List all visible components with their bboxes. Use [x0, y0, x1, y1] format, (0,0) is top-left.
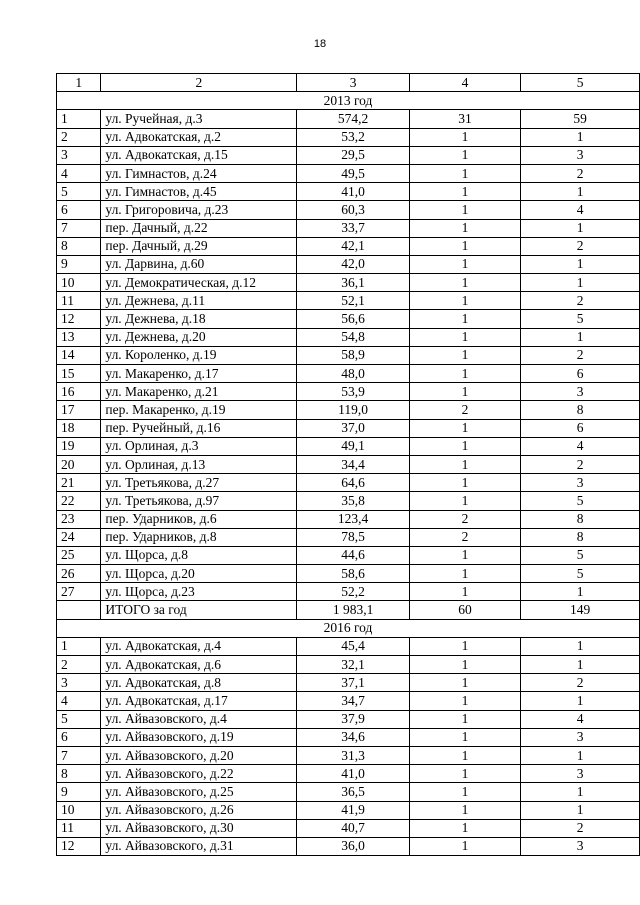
address-cell: ул. Щорса, д.8 — [101, 546, 297, 564]
table-body — [57, 74, 640, 856]
address-cell: ул. Орлиная, д.13 — [101, 455, 297, 473]
area-cell: 58,9 — [297, 346, 409, 364]
count-cell: 1 — [409, 310, 521, 328]
count-cell: 1 — [409, 383, 521, 401]
area-cell: 37,9 — [297, 710, 409, 728]
count-cell: 1 — [409, 201, 521, 219]
area-cell: 33,7 — [297, 219, 409, 237]
count-cell: 1 — [409, 437, 521, 455]
row-index-cell: 21 — [57, 474, 101, 492]
row-index-cell: 6 — [57, 728, 101, 746]
address-cell: пер. Макаренко, д.19 — [101, 401, 297, 419]
count-cell: 1 — [409, 237, 521, 255]
address-cell: ул. Третьякова, д.27 — [101, 474, 297, 492]
area-cell: 56,6 — [297, 310, 409, 328]
residents-cell: 1 — [521, 656, 640, 674]
row-index-cell: 15 — [57, 365, 101, 383]
address-cell: ул. Адвокатская, д.6 — [101, 656, 297, 674]
page-number: 18 — [313, 38, 327, 50]
residents-cell: 1 — [521, 692, 640, 710]
residents-cell: 2 — [521, 819, 640, 837]
row-index-cell: 4 — [57, 164, 101, 182]
table-row — [57, 383, 640, 401]
address-cell: пер. Дачный, д.29 — [101, 237, 297, 255]
address-cell: ул. Макаренко, д.17 — [101, 365, 297, 383]
residents-cell: 1 — [521, 637, 640, 655]
area-cell: 37,1 — [297, 674, 409, 692]
total-label-cell: ИТОГО за год — [101, 601, 297, 619]
area-cell: 60,3 — [297, 201, 409, 219]
row-index-cell: 26 — [57, 565, 101, 583]
address-cell: ул. Дежнева, д.20 — [101, 328, 297, 346]
row-index-cell: 23 — [57, 510, 101, 528]
address-cell: ул. Короленко, д.19 — [101, 346, 297, 364]
count-cell: 2 — [409, 510, 521, 528]
table-row — [57, 437, 640, 455]
housing-table — [56, 73, 640, 856]
count-cell: 1 — [409, 746, 521, 764]
table-row — [57, 837, 640, 855]
area-cell: 119,0 — [297, 401, 409, 419]
table-row — [57, 274, 640, 292]
residents-cell: 4 — [521, 201, 640, 219]
area-cell: 49,5 — [297, 164, 409, 182]
area-cell: 53,2 — [297, 128, 409, 146]
table-row — [57, 237, 640, 255]
table-row — [57, 255, 640, 273]
row-index-cell: 9 — [57, 255, 101, 273]
residents-cell: 1 — [521, 274, 640, 292]
count-cell: 1 — [409, 164, 521, 182]
residents-cell: 2 — [521, 674, 640, 692]
residents-cell: 3 — [521, 837, 640, 855]
residents-cell: 1 — [521, 583, 640, 601]
area-cell: 29,5 — [297, 146, 409, 164]
row-index-cell: 7 — [57, 219, 101, 237]
residents-cell: 1 — [521, 746, 640, 764]
residents-cell: 2 — [521, 164, 640, 182]
total-count-cell: 60 — [409, 601, 521, 619]
residents-cell: 8 — [521, 528, 640, 546]
row-index-cell: 12 — [57, 310, 101, 328]
area-cell: 53,9 — [297, 383, 409, 401]
residents-cell: 4 — [521, 437, 640, 455]
residents-cell: 1 — [521, 783, 640, 801]
table-row — [57, 183, 640, 201]
count-cell: 1 — [409, 183, 521, 201]
address-cell: ул. Демократическая, д.12 — [101, 274, 297, 292]
count-cell: 2 — [409, 401, 521, 419]
residents-cell: 3 — [521, 146, 640, 164]
total-row — [57, 601, 640, 619]
count-cell: 1 — [409, 492, 521, 510]
count-cell: 1 — [409, 128, 521, 146]
table-row — [57, 201, 640, 219]
address-cell: ул. Айвазовского, д.20 — [101, 746, 297, 764]
table-row — [57, 365, 640, 383]
residents-cell: 2 — [521, 237, 640, 255]
count-cell: 1 — [409, 819, 521, 837]
residents-cell: 3 — [521, 383, 640, 401]
count-cell: 1 — [409, 146, 521, 164]
residents-cell: 2 — [521, 346, 640, 364]
area-cell: 49,1 — [297, 437, 409, 455]
total-area-cell: 1 983,1 — [297, 601, 409, 619]
area-cell: 78,5 — [297, 528, 409, 546]
count-cell: 1 — [409, 474, 521, 492]
count-cell: 1 — [409, 546, 521, 564]
residents-cell: 1 — [521, 183, 640, 201]
year-section-header — [57, 92, 640, 110]
residents-cell: 1 — [521, 255, 640, 273]
area-cell: 64,6 — [297, 474, 409, 492]
table-row — [57, 419, 640, 437]
address-cell: ул. Адвокатская, д.4 — [101, 637, 297, 655]
address-cell: ул. Дежнева, д.11 — [101, 292, 297, 310]
table-row — [57, 656, 640, 674]
address-cell: ул. Дарвина, д.60 — [101, 255, 297, 273]
address-cell: ул. Дежнева, д.18 — [101, 310, 297, 328]
row-index-cell: 8 — [57, 765, 101, 783]
table-row — [57, 474, 640, 492]
count-cell: 1 — [409, 728, 521, 746]
row-index-cell: 2 — [57, 656, 101, 674]
row-index-cell: 27 — [57, 583, 101, 601]
row-index-cell: 7 — [57, 746, 101, 764]
table-row — [57, 292, 640, 310]
count-cell: 1 — [409, 455, 521, 473]
address-cell: пер. Ударников, д.8 — [101, 528, 297, 546]
residents-cell: 4 — [521, 710, 640, 728]
address-cell: ул. Гимнастов, д.45 — [101, 183, 297, 201]
residents-cell: 8 — [521, 510, 640, 528]
area-cell: 574,2 — [297, 110, 409, 128]
row-index-cell: 18 — [57, 419, 101, 437]
table-row — [57, 328, 640, 346]
area-cell: 44,6 — [297, 546, 409, 564]
area-cell: 35,8 — [297, 492, 409, 510]
row-index-cell: 3 — [57, 674, 101, 692]
row-index-cell: 12 — [57, 837, 101, 855]
row-index-cell: 17 — [57, 401, 101, 419]
area-cell: 36,1 — [297, 274, 409, 292]
area-cell: 37,0 — [297, 419, 409, 437]
row-index-cell: 5 — [57, 183, 101, 201]
row-index-cell: 3 — [57, 146, 101, 164]
area-cell: 31,3 — [297, 746, 409, 764]
address-cell: ул. Гимнастов, д.24 — [101, 164, 297, 182]
residents-cell: 6 — [521, 419, 640, 437]
row-index-cell: 14 — [57, 346, 101, 364]
residents-cell: 5 — [521, 546, 640, 564]
residents-cell: 3 — [521, 765, 640, 783]
address-cell: ул. Айвазовского, д.31 — [101, 837, 297, 855]
row-index-cell: 5 — [57, 710, 101, 728]
table-row — [57, 692, 640, 710]
area-cell: 36,5 — [297, 783, 409, 801]
column-number: 2 — [101, 74, 297, 92]
count-cell: 1 — [409, 656, 521, 674]
area-cell: 42,1 — [297, 237, 409, 255]
address-cell: ул. Макаренко, д.21 — [101, 383, 297, 401]
address-cell: ул. Щорса, д.20 — [101, 565, 297, 583]
table-row — [57, 746, 640, 764]
row-index-cell: 25 — [57, 546, 101, 564]
residents-cell: 1 — [521, 801, 640, 819]
count-cell: 1 — [409, 328, 521, 346]
row-index-cell: 13 — [57, 328, 101, 346]
address-cell: пер. Ударников, д.6 — [101, 510, 297, 528]
table-row — [57, 674, 640, 692]
column-number: 5 — [521, 74, 640, 92]
address-cell: ул. Айвазовского, д.19 — [101, 728, 297, 746]
residents-cell: 8 — [521, 401, 640, 419]
row-index-cell: 16 — [57, 383, 101, 401]
row-index-cell: 6 — [57, 201, 101, 219]
area-cell: 42,0 — [297, 255, 409, 273]
table-row — [57, 783, 640, 801]
area-cell: 32,1 — [297, 656, 409, 674]
row-index-cell: 9 — [57, 783, 101, 801]
table-row — [57, 164, 640, 182]
area-cell: 52,1 — [297, 292, 409, 310]
area-cell: 34,6 — [297, 728, 409, 746]
area-cell: 41,9 — [297, 801, 409, 819]
count-cell: 1 — [409, 583, 521, 601]
table-row — [57, 492, 640, 510]
row-index-cell: 22 — [57, 492, 101, 510]
residents-cell: 2 — [521, 292, 640, 310]
count-cell: 1 — [409, 783, 521, 801]
table-row — [57, 801, 640, 819]
count-cell: 1 — [409, 674, 521, 692]
address-cell: ул. Айвазовского, д.22 — [101, 765, 297, 783]
table-row — [57, 401, 640, 419]
row-index-cell: 11 — [57, 292, 101, 310]
address-cell: ул. Адвокатская, д.8 — [101, 674, 297, 692]
count-cell: 2 — [409, 528, 521, 546]
table-row — [57, 110, 640, 128]
row-index-cell: 10 — [57, 801, 101, 819]
residents-cell: 59 — [521, 110, 640, 128]
address-cell: ул. Григоровича, д.23 — [101, 201, 297, 219]
area-cell: 40,7 — [297, 819, 409, 837]
area-cell: 52,2 — [297, 583, 409, 601]
area-cell: 34,4 — [297, 455, 409, 473]
count-cell: 1 — [409, 274, 521, 292]
address-cell: ул. Адвокатская, д.17 — [101, 692, 297, 710]
total-residents-cell: 149 — [521, 601, 640, 619]
row-index-cell: 1 — [57, 110, 101, 128]
residents-cell: 1 — [521, 128, 640, 146]
area-cell: 41,0 — [297, 765, 409, 783]
residents-cell: 3 — [521, 474, 640, 492]
table-row — [57, 146, 640, 164]
address-cell: ул. Айвазовского, д.4 — [101, 710, 297, 728]
address-cell: пер. Ручейный, д.16 — [101, 419, 297, 437]
table-row — [57, 546, 640, 564]
address-cell: ул. Орлиная, д.3 — [101, 437, 297, 455]
address-cell: ул. Айвазовского, д.26 — [101, 801, 297, 819]
residents-cell: 5 — [521, 492, 640, 510]
area-cell: 54,8 — [297, 328, 409, 346]
count-cell: 1 — [409, 837, 521, 855]
table-row — [57, 310, 640, 328]
residents-cell: 5 — [521, 565, 640, 583]
table-row — [57, 819, 640, 837]
row-index-cell: 20 — [57, 455, 101, 473]
address-cell: ул. Айвазовского, д.25 — [101, 783, 297, 801]
area-cell: 36,0 — [297, 837, 409, 855]
row-index-cell: 11 — [57, 819, 101, 837]
count-cell: 1 — [409, 255, 521, 273]
table-row — [57, 346, 640, 364]
address-cell: ул. Адвокатская, д.2 — [101, 128, 297, 146]
table-row — [57, 455, 640, 473]
count-cell: 1 — [409, 801, 521, 819]
address-cell: ул. Айвазовского, д.30 — [101, 819, 297, 837]
year-section-title: 2016 год — [57, 619, 640, 637]
table-row — [57, 710, 640, 728]
total-index-cell — [57, 601, 101, 619]
address-cell: ул. Ручейная, д.3 — [101, 110, 297, 128]
table-row — [57, 528, 640, 546]
year-section-title: 2013 год — [57, 92, 640, 110]
residents-cell: 5 — [521, 310, 640, 328]
table-row — [57, 637, 640, 655]
area-cell: 48,0 — [297, 365, 409, 383]
area-cell: 41,0 — [297, 183, 409, 201]
row-index-cell: 2 — [57, 128, 101, 146]
address-cell: пер. Дачный, д.22 — [101, 219, 297, 237]
row-index-cell: 10 — [57, 274, 101, 292]
count-cell: 1 — [409, 765, 521, 783]
table-row — [57, 728, 640, 746]
row-index-cell: 1 — [57, 637, 101, 655]
row-index-cell: 4 — [57, 692, 101, 710]
area-cell: 58,6 — [297, 565, 409, 583]
column-number: 1 — [57, 74, 101, 92]
year-section-header — [57, 619, 640, 637]
count-cell: 1 — [409, 419, 521, 437]
row-index-cell: 19 — [57, 437, 101, 455]
residents-cell: 3 — [521, 728, 640, 746]
area-cell: 34,7 — [297, 692, 409, 710]
area-cell: 123,4 — [297, 510, 409, 528]
address-cell: ул. Адвокатская, д.15 — [101, 146, 297, 164]
residents-cell: 1 — [521, 219, 640, 237]
count-cell: 1 — [409, 292, 521, 310]
column-number-row — [57, 74, 640, 92]
column-number: 4 — [409, 74, 521, 92]
row-index-cell: 24 — [57, 528, 101, 546]
table-row — [57, 510, 640, 528]
table-row — [57, 219, 640, 237]
column-number: 3 — [297, 74, 409, 92]
row-index-cell: 8 — [57, 237, 101, 255]
address-cell: ул. Щорса, д.23 — [101, 583, 297, 601]
area-cell: 45,4 — [297, 637, 409, 655]
table-row — [57, 765, 640, 783]
count-cell: 1 — [409, 637, 521, 655]
table-row — [57, 565, 640, 583]
count-cell: 1 — [409, 710, 521, 728]
count-cell: 1 — [409, 692, 521, 710]
table-row — [57, 128, 640, 146]
count-cell: 1 — [409, 346, 521, 364]
count-cell: 1 — [409, 219, 521, 237]
address-cell: ул. Третьякова, д.97 — [101, 492, 297, 510]
residents-cell: 1 — [521, 328, 640, 346]
table-row — [57, 583, 640, 601]
count-cell: 31 — [409, 110, 521, 128]
count-cell: 1 — [409, 365, 521, 383]
count-cell: 1 — [409, 565, 521, 583]
residents-cell: 6 — [521, 365, 640, 383]
residents-cell: 2 — [521, 455, 640, 473]
